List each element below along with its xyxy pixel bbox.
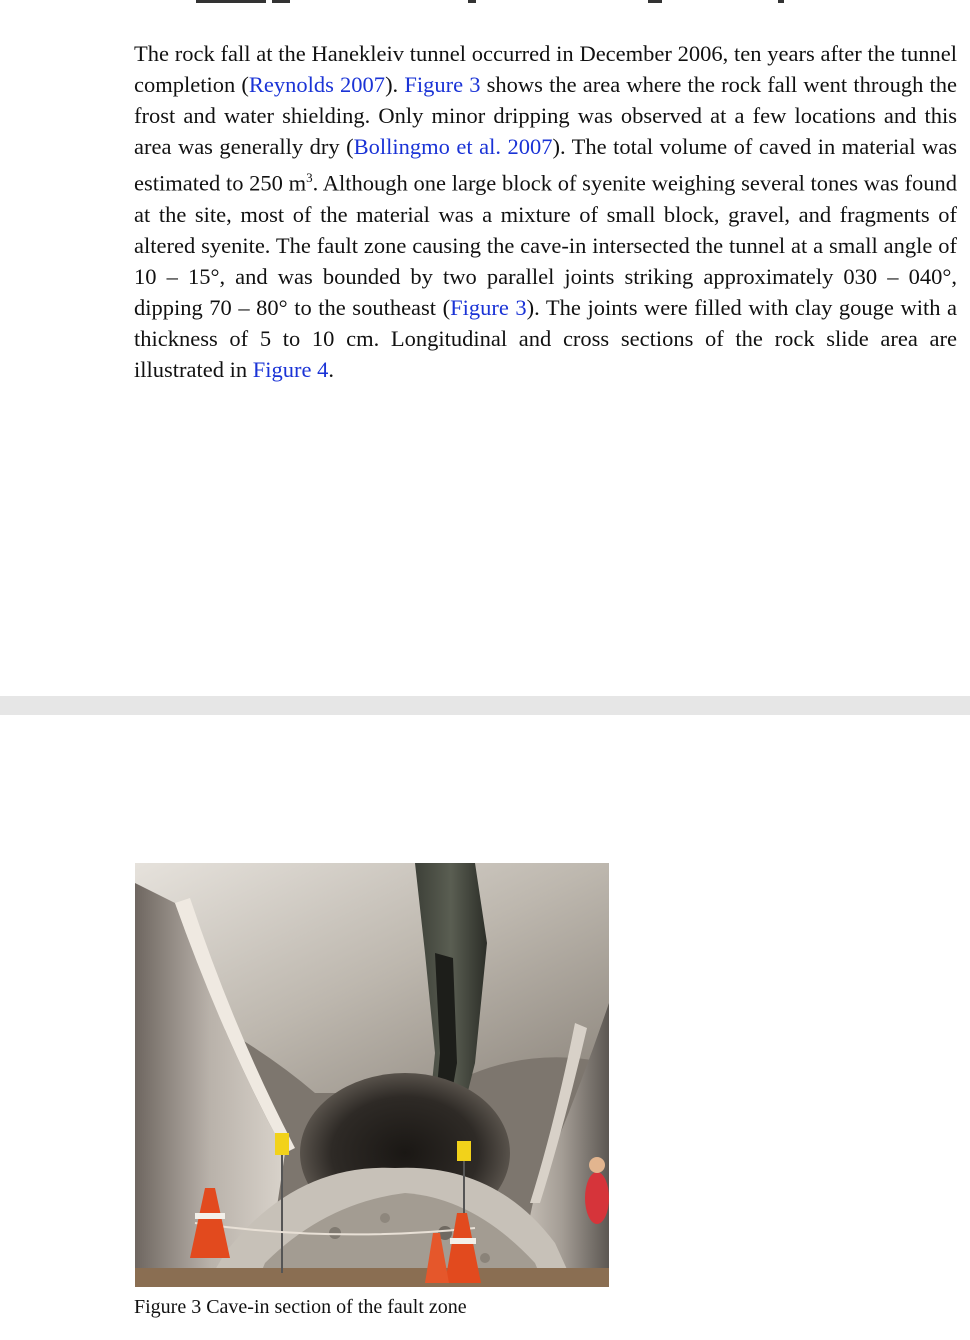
body-paragraph [134, 38, 957, 385]
text-run: . Although one large block of syenite weighing several tones was found at the site, most of the material was a mixture of small block, gravel, and fragments of altered syenite. The fault zone causing the cave-in intersected the tunnel at a small angle of 10 – 15°, and was bounded by two parallel joints striking approximately 030 – 040°, dipping 70 – 80° to the southeast ( [134, 170, 957, 320]
figure-4-link[interactable]: Figure 4 [252, 356, 329, 382]
figure-3-link[interactable]: Figure 3 [404, 72, 481, 97]
text-run: The rock fall at the Hanekleiv tunnel occurred in December 2006, ten years after the tunnel completion ( [134, 41, 957, 97]
page-separator [0, 696, 970, 715]
tunnel-cave-in-photo [135, 863, 609, 1287]
citation-reynolds-link[interactable]: Reynolds 2007 [248, 72, 386, 97]
text-run: . [328, 356, 334, 382]
text-run: ). The joints were filled with clay gouge with a thickness of 5 to 10 cm. Longitudinal and cross sections of the rock slide area are illustrated in [134, 294, 957, 382]
text-run: shows the area where the rock fall went through the frost and water shielding. Only minor dripping was observed at a few locations and this area was generally dry ( [134, 72, 957, 159]
text-run: ). [385, 72, 405, 97]
citation-bollingmo-link[interactable]: Bollingmo et al. 2007 [353, 134, 553, 159]
clipped-text-line [0, 0, 970, 8]
superscript: 3 [306, 170, 313, 185]
figure-photo [135, 863, 609, 1287]
text-run: ). The total volume of caved in material was estimated to 250 m [134, 134, 957, 196]
figure-3-link-2[interactable]: Figure 3 [450, 294, 527, 320]
figure-caption: Figure 3 Cave-in section of the fault zone [134, 1296, 467, 1318]
